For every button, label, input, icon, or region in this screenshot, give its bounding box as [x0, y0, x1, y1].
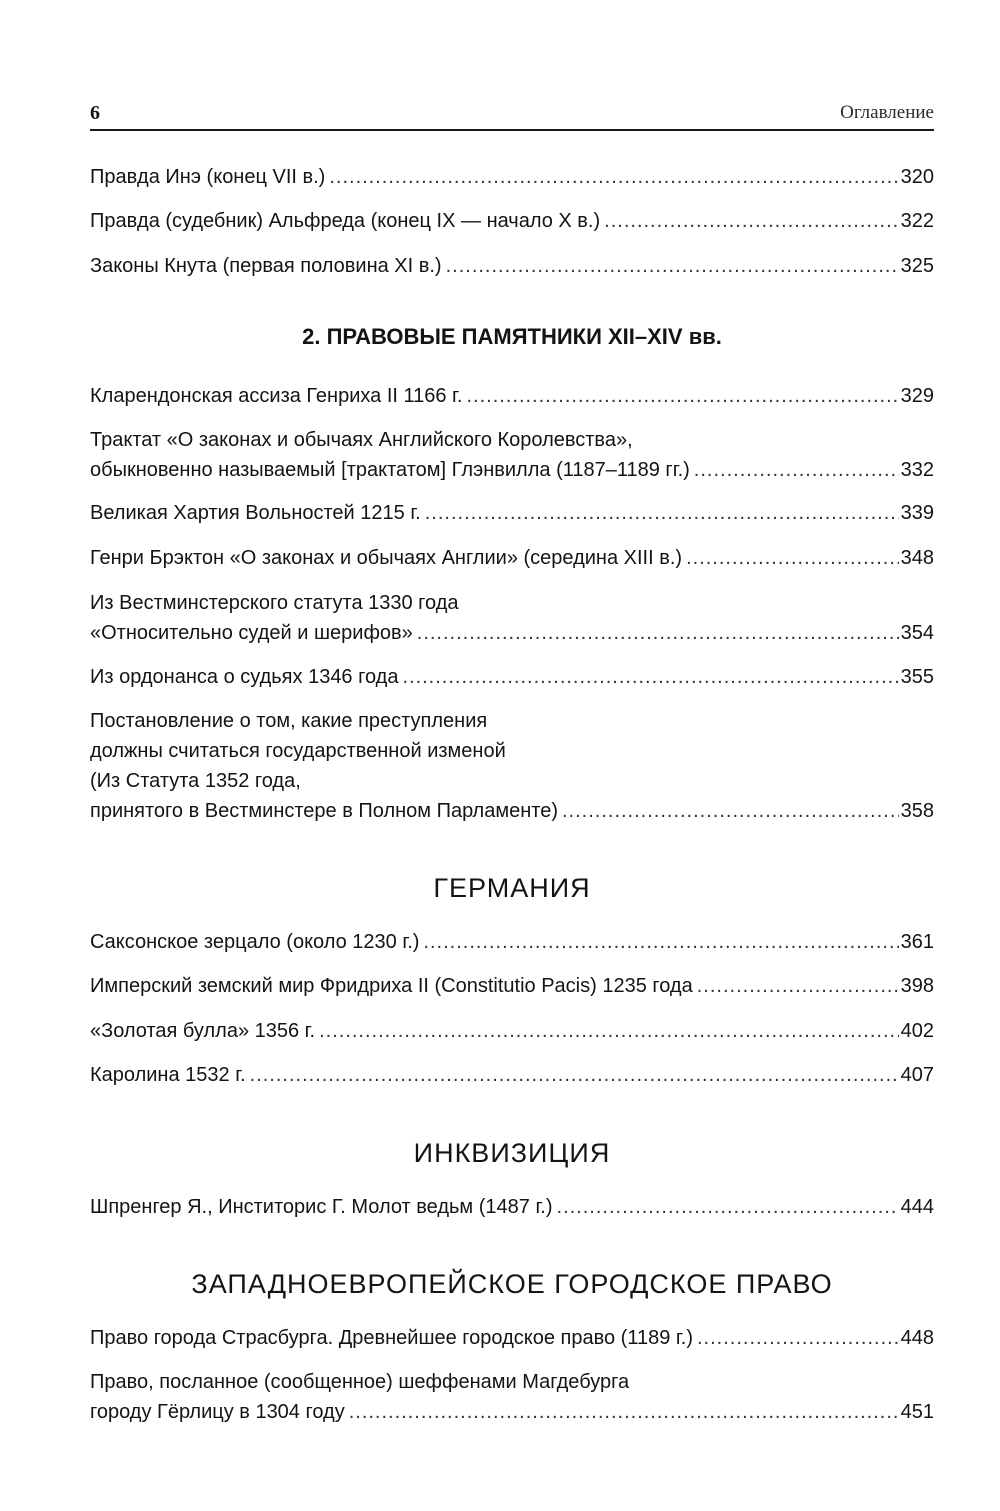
entry-title: «Золотая булла» 1356 г. — [90, 1020, 316, 1042]
dot-leader — [423, 927, 898, 957]
entry-title: Саксонское зерцало (около 1230 г.) — [90, 931, 420, 953]
subsection-heading: 2. ПРАВОВЫЕ ПАМЯТНИКИ XII–XIV вв. — [302, 324, 722, 349]
entry-page: 361 — [900, 931, 934, 953]
entry-page: 332 — [900, 459, 934, 481]
entry-page: 402 — [900, 1020, 934, 1042]
entry-page: 354 — [900, 622, 934, 644]
dot-leader — [562, 796, 899, 826]
dot-leader — [417, 618, 899, 648]
entry-page: 339 — [900, 502, 934, 524]
entry-title: Кларендонская ассиза Генриха II 1166 г. — [90, 385, 463, 407]
entry-title-line: Трактат «О законах и обычаях Английского Королевства», — [90, 429, 633, 451]
entry-title: Законы Кнута (первая половина XI в.) — [90, 255, 442, 277]
toc-entry[interactable] — [90, 543, 934, 573]
toc-entry[interactable] — [90, 498, 934, 528]
entry-title-line: (Из Статута 1352 года, — [90, 770, 301, 792]
toc-entry[interactable] — [90, 251, 934, 281]
entry-title: городу Гёрлицу в 1304 году — [90, 1401, 345, 1423]
dot-leader — [557, 1192, 899, 1222]
entry-page: 355 — [900, 666, 934, 688]
entry-page: 322 — [900, 210, 934, 232]
running-title: Оглавление — [840, 102, 934, 123]
entry-title: Правда Инэ (конец VII в.) — [90, 166, 326, 188]
dot-leader — [697, 971, 899, 1001]
toc-entry[interactable] — [90, 1016, 934, 1046]
toc-entry[interactable] — [90, 927, 934, 957]
dot-leader — [329, 162, 898, 192]
entry-page: 320 — [900, 166, 934, 188]
entry-title-line: должны считаться государственной изменой — [90, 740, 506, 762]
entry-page: 329 — [900, 385, 934, 407]
entry-title: Из ордонанса о судьях 1346 года — [90, 666, 399, 688]
entry-title-line: Из Вестминстерского статута 1330 года — [90, 592, 459, 614]
entry-title: «Относительно судей и шерифов» — [90, 622, 413, 644]
entry-page: 407 — [900, 1064, 934, 1086]
entry-title: Великая Хартия Вольностей 1215 г. — [90, 502, 421, 524]
dot-leader — [697, 1323, 899, 1353]
dot-leader — [349, 1397, 899, 1427]
dot-leader — [425, 498, 899, 528]
entry-title: Шпренгер Я., Инститорис Г. Молот ведьм (1487 г.) — [90, 1196, 553, 1218]
entry-title: Правда (судебник) Альфреда (конец IX — начало X в.) — [90, 210, 601, 232]
toc-entry[interactable] — [90, 425, 934, 485]
entry-page: 348 — [900, 547, 934, 569]
entry-page: 448 — [900, 1327, 934, 1349]
entry-title-line: Право, посланное (сообщенное) шеффенами Магдебурга — [90, 1371, 630, 1393]
entry-title: Имперский земский мир Фридриха II (Constitutio Pacis) 1235 года — [90, 975, 693, 997]
dot-leader — [604, 206, 898, 236]
toc-entry[interactable] — [90, 1060, 934, 1090]
dot-leader — [466, 381, 898, 411]
dot-leader — [446, 251, 899, 281]
section-heading-germany: ГЕРМАНИЯ — [433, 873, 591, 903]
entry-page: 444 — [900, 1196, 934, 1218]
toc-entry[interactable] — [90, 206, 934, 236]
entry-page: 398 — [900, 975, 934, 997]
dot-leader — [319, 1016, 899, 1046]
entry-title: Генри Брэктон «О законах и обычаях Англии» (середина XIII в.) — [90, 547, 683, 569]
entry-title: Каролина 1532 г. — [90, 1064, 246, 1086]
page-number: 6 — [90, 102, 100, 124]
section-heading-city-law: ЗАПАДНОЕВРОПЕЙСКОЕ ГОРОДСКОЕ ПРАВО — [191, 1269, 833, 1299]
header-rule — [90, 129, 934, 131]
toc-entry[interactable] — [90, 662, 934, 692]
dot-leader — [686, 543, 899, 573]
entry-page: 325 — [900, 255, 934, 277]
toc-entry[interactable] — [90, 1192, 934, 1222]
entry-title-line: Постановление о том, какие преступления — [90, 710, 488, 732]
running-head — [90, 102, 934, 130]
section-heading-inquisition: ИНКВИЗИЦИЯ — [413, 1138, 611, 1168]
toc-entry[interactable] — [90, 1323, 934, 1353]
toc-entry[interactable] — [90, 381, 934, 411]
dot-leader — [250, 1060, 899, 1090]
dot-leader — [402, 662, 898, 692]
entry-page: 451 — [900, 1401, 934, 1423]
entry-page: 358 — [900, 800, 934, 822]
toc-entry[interactable] — [90, 588, 934, 648]
entry-title: Право города Страсбурга. Древнейшее городское право (1189 г.) — [90, 1327, 693, 1349]
dot-leader — [694, 455, 899, 485]
entry-title: принятого в Вестминстере в Полном Парламенте) — [90, 800, 558, 822]
toc-entry[interactable] — [90, 971, 934, 1001]
toc-entry[interactable] — [90, 1367, 934, 1427]
toc-entry[interactable] — [90, 706, 934, 826]
entry-title: обыкновенно называемый [трактатом] Глэнвилла (1187–1189 гг.) — [90, 459, 690, 481]
toc-entry[interactable] — [90, 162, 934, 192]
